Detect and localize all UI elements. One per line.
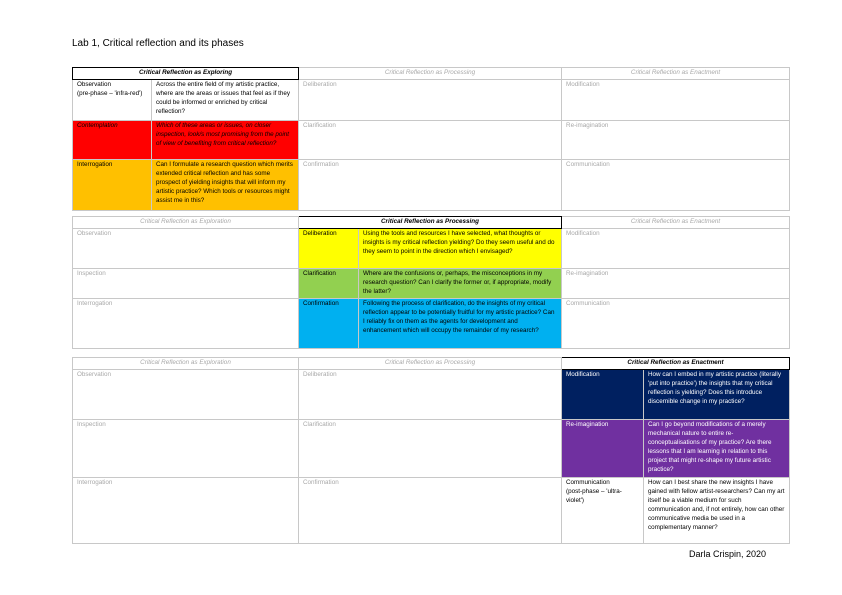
cell-observation: Observation	[73, 228, 299, 268]
table-processing-phase	[72, 216, 790, 349]
cell-re-imagination: Re-imagination	[562, 268, 790, 298]
author-signature: Darla Crispin, 2020	[689, 549, 767, 559]
cell-modification: Modification	[562, 228, 790, 268]
row-label-confirmation: Confirmation	[299, 298, 359, 348]
cell-communication: Communication	[562, 159, 790, 210]
row-text-observation: Across the entire field of my artistic practice, where are the areas or issues that feel as if they could be informed or enriched by critical reflection?	[152, 79, 299, 120]
row-label-communication: Communication (post-phase – 'ultra-violet')	[562, 477, 644, 543]
header-exploration: Critical Reflection as Exploration	[73, 217, 299, 229]
header-enactment: Critical Reflection as Enactment	[562, 217, 790, 229]
row-label-re-imagination: Re-imagination	[562, 419, 644, 477]
header-processing: Critical Reflection as Processing	[299, 217, 562, 229]
row-text-re-imagination: Can I go beyond modifications of a merely mechanical nature to entire re-conceptualisations of my practice? Are there lessons that I am learning in relation to this project that might re-shape my future artistic practice?	[644, 419, 790, 477]
table-exploration-phase	[72, 67, 790, 211]
cell-modification: Modification	[562, 79, 790, 120]
cell-observation: Observation	[73, 369, 299, 419]
cell-confirmation: Confirmation	[299, 159, 562, 210]
row-text-modification: How can I embed in my artistic practice (literally 'put into practice') the insights that my critical reflection is yielding? Does this introduce discernible change in my practice?	[644, 369, 790, 419]
row-label-deliberation: Deliberation	[299, 228, 359, 268]
cell-deliberation: Deliberation	[299, 369, 562, 419]
header-processing: Critical Reflection as Processing	[299, 68, 562, 80]
cell-inspection: Inspection	[73, 268, 299, 298]
cell-communication: Communication	[562, 298, 790, 348]
cell-interrogation: Interrogation	[73, 298, 299, 348]
cell-inspection: Inspection	[73, 419, 299, 477]
row-text-confirmation: Following the process of clarification, do the insights of my critical reflection appear to be potentially fruitful for my artistic practice? Can I reliably fix on them as the agents for development and enhancement which will occupy the remainder of my research?	[359, 298, 562, 348]
header-exploration: Critical Reflection as Exploration	[73, 358, 299, 370]
row-text-clarification: Where are the confusions or, perhaps, the misconceptions in my research question? Can I clarify the former or, if appropriate, modify the latter?	[359, 268, 562, 298]
header-exploration: Critical Reflection as Exploring	[73, 68, 299, 80]
cell-clarification: Clarification	[299, 120, 562, 159]
header-enactment: Critical Reflection as Enactment	[562, 68, 790, 80]
document-title: Lab 1, Critical reflection and its phases	[72, 38, 244, 49]
header-processing: Critical Reflection as Processing	[299, 358, 562, 370]
row-text-interrogation: Can I formulate a research question which merits extended critical reflection and has some prospect of yielding insights that will inform my artistic practice? Which tools or resources might assist me in this?	[152, 159, 299, 210]
row-text-communication: How can I best share the new insights I have gained with fellow artist-researchers? Can my art itself be a viable medium for such communication and, if not entirely, how can other communicative media be used in a complementary manner?	[644, 477, 790, 543]
row-label-contemplation: Contemplation	[73, 120, 152, 159]
header-enactment: Critical Reflection as Enactment	[562, 358, 790, 370]
row-label-modification: Modification	[562, 369, 644, 419]
cell-interrogation: Interrogation	[73, 477, 299, 543]
cell-confirmation: Confirmation	[299, 477, 562, 543]
row-text-deliberation: Using the tools and resources I have selected, what thoughts or insights is my critical reflection yielding? Do they seem useful and do they seem to point in the direction which I envisaged?	[359, 228, 562, 268]
row-label-observation: Observation (pre-phase – 'infra-red')	[73, 79, 152, 120]
row-label-interrogation: Interrogation	[73, 159, 152, 210]
table-enactment-phase	[72, 357, 790, 544]
cell-clarification: Clarification	[299, 419, 562, 477]
cell-re-imagination: Re-imagination	[562, 120, 790, 159]
row-label-clarification: Clarification	[299, 268, 359, 298]
cell-deliberation: Deliberation	[299, 79, 562, 120]
row-text-contemplation: Which of these areas or issues, on closer inspection, look/s most promising from the point of view of benefiting from critical reflection?	[152, 120, 299, 159]
